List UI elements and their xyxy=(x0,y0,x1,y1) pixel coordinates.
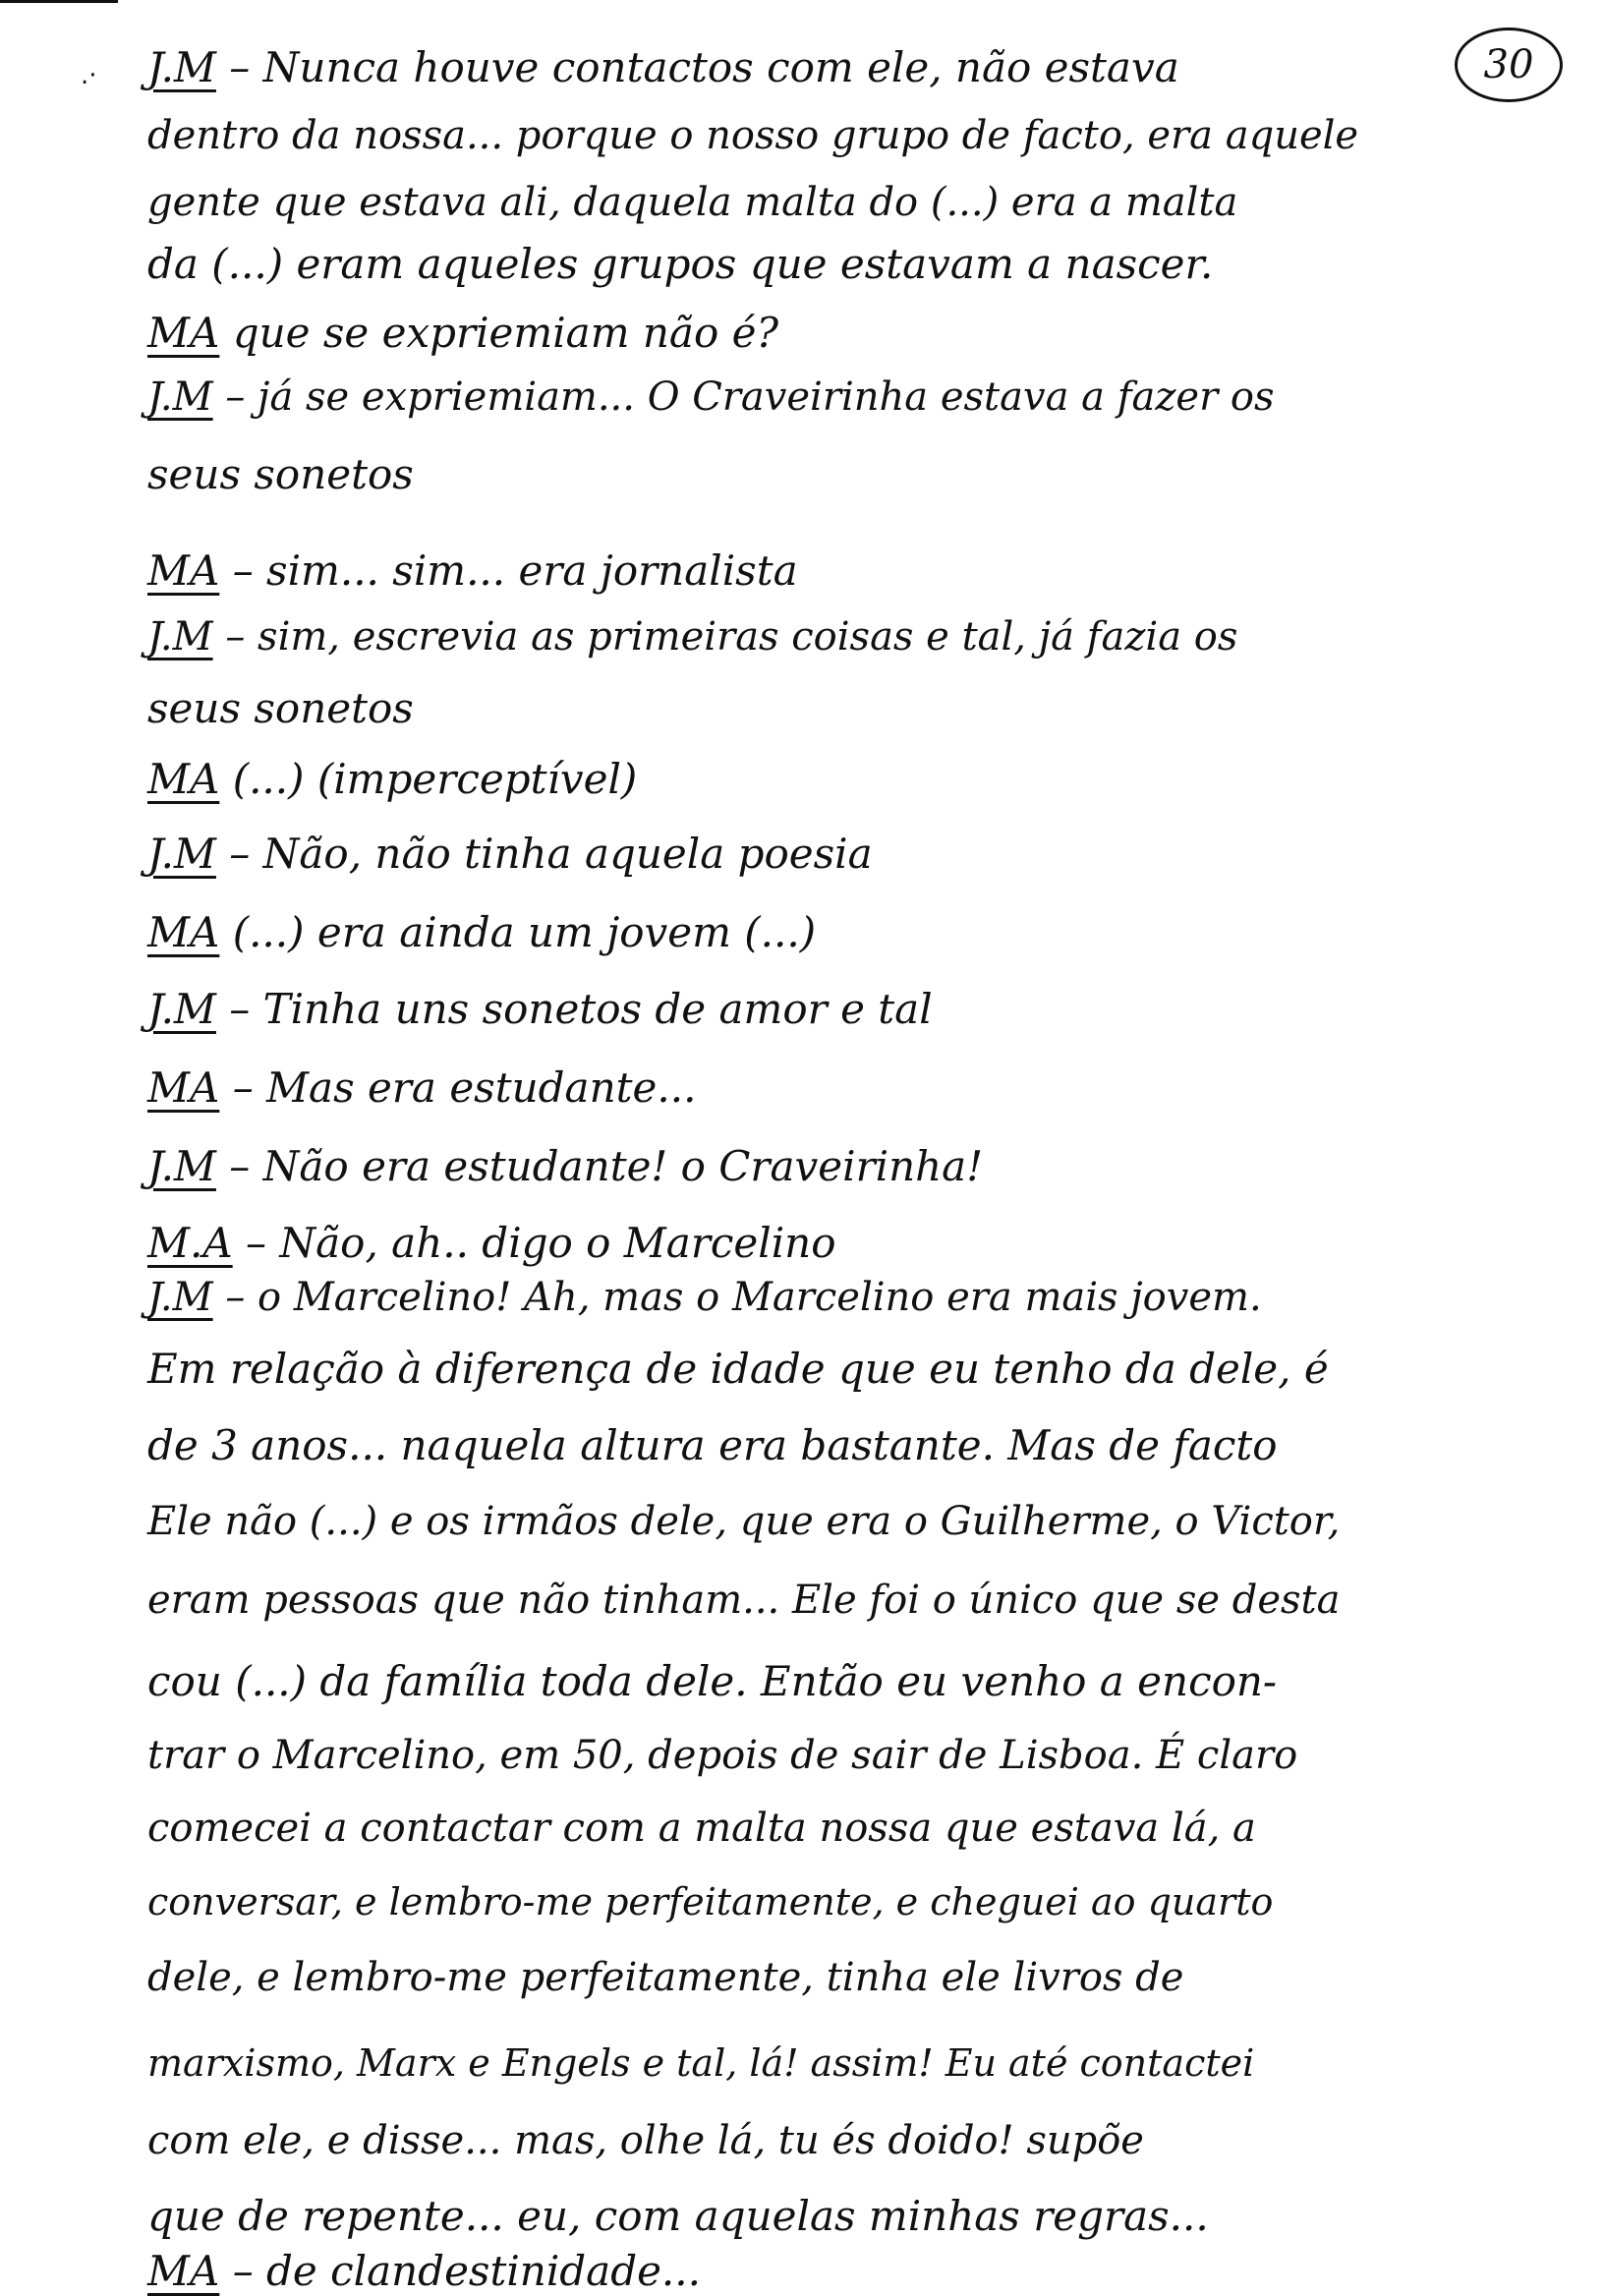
transcript-line xyxy=(147,2041,1255,2085)
transcript-line xyxy=(147,1063,697,1112)
line-text: dentro da nossa... porque o nosso grupo de facto, era aquele xyxy=(147,113,1359,158)
speaker-label: M.A xyxy=(147,1219,233,1267)
speaker-label: J.M xyxy=(147,374,213,420)
speaker-label: J.M xyxy=(147,614,213,660)
line-text: trar o Marcelino, em 50, depois de sair de Lisboa. É claro xyxy=(147,1733,1298,1778)
speaker-label: J.M xyxy=(147,830,216,878)
speaker-label: MA xyxy=(147,546,220,595)
line-text: marxismo, Marx e Engels e tal, lá! assim! Eu até contactei xyxy=(147,2041,1255,2085)
margin-mark: .· xyxy=(81,61,97,90)
line-text: – Não, não tinha aquela poesia xyxy=(215,830,873,878)
line-text: eram pessoas que não tinham... Ele foi o único que se desta xyxy=(147,1578,1341,1623)
transcript-line xyxy=(147,755,638,803)
transcript-line xyxy=(147,546,798,595)
transcript-line xyxy=(147,1219,836,1267)
transcript-line xyxy=(147,1499,1341,1544)
line-text: Ele não (...) e os irmãos dele, que era o Guilherme, o Victor, xyxy=(147,1499,1341,1544)
speaker-label: J.M xyxy=(147,43,216,91)
corner-scan-mark xyxy=(0,0,118,3)
page-number: 30 xyxy=(1483,42,1534,87)
transcript-line xyxy=(147,1345,1329,1393)
transcript-line xyxy=(147,1421,1278,1469)
transcript-line xyxy=(147,374,1275,420)
line-text: Em relação à diferença de idade que eu tenho da dele, é xyxy=(147,1345,1329,1393)
line-text: – Não era estudante! o Craveirinha! xyxy=(215,1142,984,1190)
line-text: – já se expriemiam... O Craveirinha estava a fazer os xyxy=(212,374,1275,420)
line-text: – Não, ah.. digo o Marcelino xyxy=(232,1219,836,1267)
line-text: conversar, e lembro-me perfeitamente, e cheguei ao quarto xyxy=(147,1880,1274,1923)
line-text: dele, e lembro-me perfeitamente, tinha ele livros de xyxy=(147,1955,1184,2000)
transcript-line xyxy=(147,1880,1274,1923)
transcript-line xyxy=(147,1578,1341,1623)
line-text: com ele, e disse... mas, olhe lá, tu és doido! supõe xyxy=(147,2118,1144,2163)
line-text: – sim, escrevia as primeiras coisas e tal, já fazia os xyxy=(212,614,1238,660)
transcript-line xyxy=(147,113,1359,158)
speaker-label: MA xyxy=(147,309,220,357)
line-text: cou (...) da família toda dele. Então eu venho a encon- xyxy=(147,1657,1278,1705)
transcript-line xyxy=(147,240,1214,288)
line-text: – de clandestinidade... xyxy=(219,2247,701,2295)
line-text: – Nunca houve contactos com ele, não estava xyxy=(215,43,1179,91)
line-text: – o Marcelino! Ah, mas o Marcelino era mais jovem. xyxy=(212,1275,1262,1320)
transcript-line xyxy=(147,2247,701,2295)
transcript-line xyxy=(147,1733,1298,1778)
transcript-line xyxy=(147,1657,1278,1705)
transcript-line xyxy=(147,2118,1144,2163)
line-text: que se expriemiam não é? xyxy=(219,309,778,357)
line-text: seus sonetos xyxy=(147,684,414,732)
transcript-line xyxy=(147,2192,1209,2240)
transcript-line xyxy=(147,684,414,732)
transcript-line xyxy=(147,180,1238,225)
line-text: seus sonetos xyxy=(147,450,414,498)
line-text: – sim... sim... era jornalista xyxy=(219,546,798,595)
line-text: (...) (imperceptível) xyxy=(219,755,638,803)
speaker-label: MA xyxy=(147,908,220,956)
transcript-line xyxy=(147,1275,1262,1320)
line-text: – Tinha uns sonetos de amor e tal xyxy=(215,985,933,1033)
line-text: que de repente... eu, com aquelas minhas regras... xyxy=(147,2192,1209,2240)
speaker-label: J.M xyxy=(147,1142,216,1190)
transcript-line xyxy=(147,1955,1184,2000)
page-number-circle xyxy=(1455,28,1563,102)
transcript-line xyxy=(147,450,414,498)
transcript-line xyxy=(147,1806,1256,1851)
speaker-label: J.M xyxy=(147,985,216,1033)
transcript-line xyxy=(147,614,1238,660)
transcript-line xyxy=(147,830,873,878)
line-text: de 3 anos... naquela altura era bastante. Mas de facto xyxy=(147,1421,1278,1469)
transcript-line xyxy=(147,1142,984,1190)
line-text: – Mas era estudante... xyxy=(219,1063,697,1112)
speaker-label: MA xyxy=(147,1063,220,1112)
line-text: (...) era ainda um jovem (...) xyxy=(219,908,817,956)
transcript-line xyxy=(147,309,778,357)
line-text: da (...) eram aqueles grupos que estavam a nascer. xyxy=(147,240,1214,288)
transcript-line xyxy=(147,908,817,956)
transcript-line xyxy=(147,43,1179,91)
speaker-label: MA xyxy=(147,755,220,803)
speaker-label: J.M xyxy=(147,1275,213,1320)
speaker-label: MA xyxy=(147,2247,220,2295)
line-text: comecei a contactar com a malta nossa que estava lá, a xyxy=(147,1806,1256,1851)
line-text: gente que estava ali, daquela malta do (...) era a malta xyxy=(147,180,1238,225)
transcript-line xyxy=(147,985,933,1033)
